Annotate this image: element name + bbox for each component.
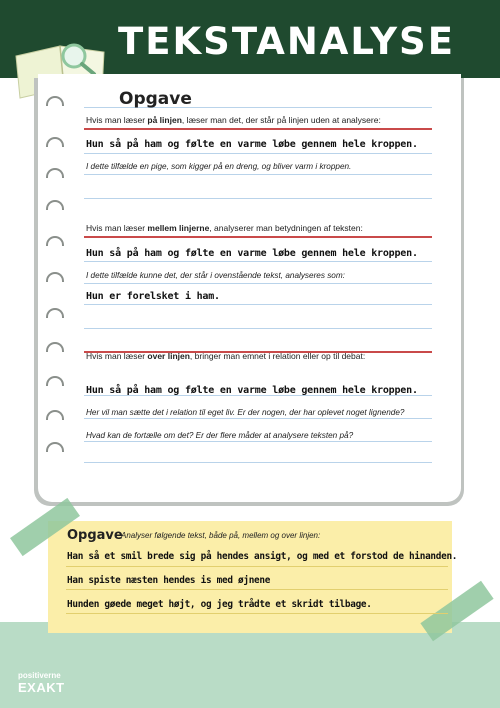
brand-small: positiverne bbox=[18, 671, 61, 680]
task-sentence: Hunden gøede meget højt, og jeg trådte et skridt tilbage. bbox=[67, 599, 372, 610]
red-ruled-line bbox=[84, 236, 432, 238]
instruction-emphasis: over linjen bbox=[147, 351, 190, 361]
ruled-line bbox=[66, 613, 448, 614]
ruled-line bbox=[66, 566, 448, 567]
bottom-band bbox=[0, 622, 500, 708]
section-3-sentence: Hun så på ham og følte en varme løbe gennem hele kroppen. bbox=[86, 385, 418, 396]
ruled-line bbox=[84, 304, 432, 305]
section-2-note: I dette tilfælde kunne det, der står i ovenstående tekst, analyseres som: bbox=[86, 271, 345, 280]
red-ruled-line bbox=[84, 128, 432, 130]
instruction-emphasis: mellem linjerne bbox=[147, 223, 210, 233]
task-instruction: Analyser følgende tekst, både på, mellem og over linjen: bbox=[121, 531, 321, 540]
brand-logo: EXAKT bbox=[18, 680, 65, 695]
worksheet-heading: Opgave bbox=[119, 89, 192, 109]
task-sentence: Han så et smil brede sig på hendes ansigt, og med et forstod de hinanden. bbox=[67, 551, 458, 562]
ruled-line bbox=[84, 441, 432, 442]
section-1-note: I dette tilfælde en pige, som kigger på en dreng, og bliver varm i kroppen. bbox=[86, 162, 352, 171]
ruled-line bbox=[84, 153, 432, 154]
section-3-note-2: Hvad kan de fortælle om det? Er der flere måder at analysere teksten på? bbox=[86, 431, 354, 440]
section-2-sentence: Hun så på ham og følte en varme løbe gennem hele kroppen. bbox=[86, 248, 418, 259]
section-1-sentence: Hun så på ham og følte en varme løbe gennem hele kroppen. bbox=[86, 139, 418, 150]
ruled-line bbox=[84, 418, 432, 419]
instruction-text: Hvis man læser bbox=[86, 223, 148, 233]
instruction-text: Hvis man læser bbox=[86, 351, 148, 361]
instruction-text: , bringer man emnet i relation eller op til debat: bbox=[189, 351, 366, 361]
instruction-emphasis: på linjen bbox=[147, 115, 182, 125]
section-3-instruction bbox=[86, 351, 365, 362]
ruled-line bbox=[84, 198, 432, 199]
task-label: Opgave bbox=[67, 528, 123, 543]
ruled-line bbox=[84, 174, 432, 175]
ruled-line bbox=[66, 589, 448, 590]
section-2-answer: Hun er forelsket i ham. bbox=[86, 291, 220, 302]
ruled-line bbox=[84, 283, 432, 284]
section-2-instruction bbox=[86, 223, 363, 234]
section-3-note-1: Her vil man sætte det i relation til eget liv. Er der nogen, der har oplevet noget lignende? bbox=[86, 408, 405, 417]
instruction-text: , læser man det, der står på linjen uden at analysere: bbox=[181, 115, 381, 125]
task-sentence: Han spiste næsten hendes is med øjnene bbox=[67, 575, 271, 586]
instruction-text: , analyserer man betydningen af teksten: bbox=[209, 223, 363, 233]
ruled-line bbox=[84, 462, 432, 463]
page-title: TEKSTANALYSE bbox=[118, 20, 455, 63]
section-1-instruction bbox=[86, 115, 381, 126]
ruled-line bbox=[84, 261, 432, 262]
instruction-text: Hvis man læser bbox=[86, 115, 148, 125]
ruled-line bbox=[84, 328, 432, 329]
